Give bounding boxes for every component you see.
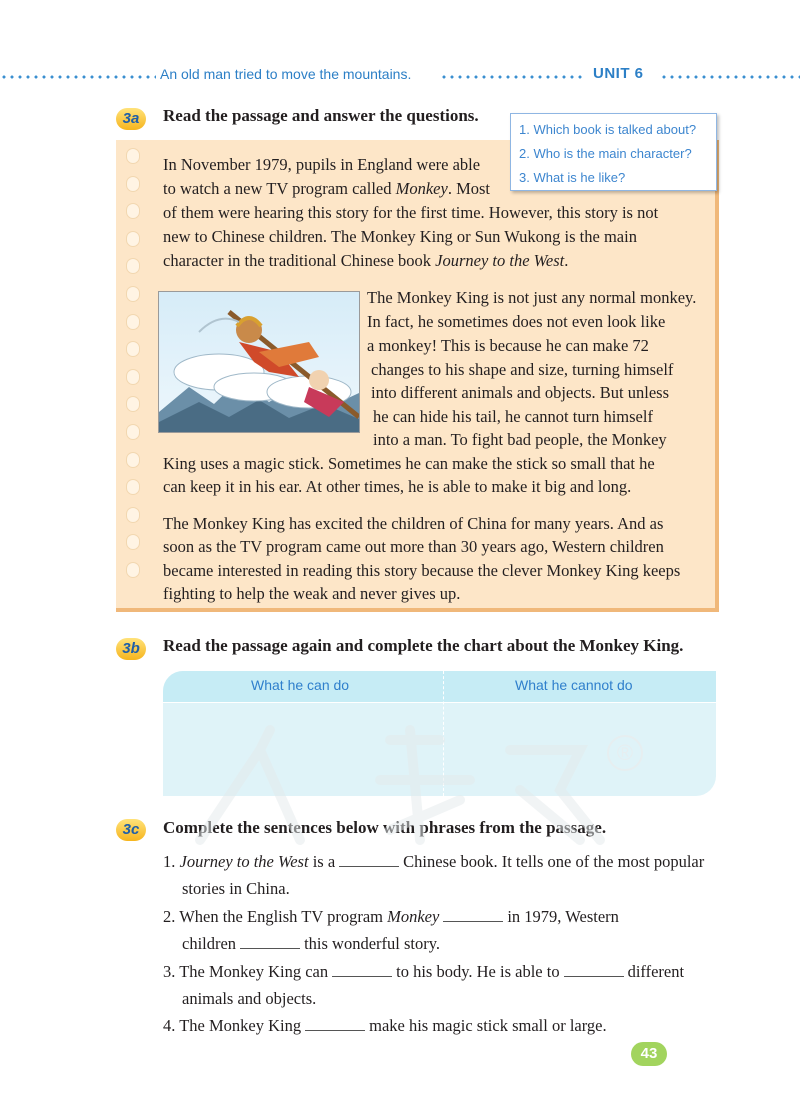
sentence-3-line1: 3. The Monkey King can to his body. He is able to different [163,962,685,981]
blank-5[interactable] [564,963,624,977]
sentence-3-line2: animals and objects. [182,989,317,1008]
header-dots-middle [440,75,586,79]
blank-1[interactable] [339,853,399,867]
passage-p3-line1: The Monkey King has excited the children of China for many years. And as [163,514,664,533]
passage-p2-line8: King uses a magic stick. Sometimes he can make the stick so small that he [163,454,655,473]
monkey-king-illustration [158,291,360,433]
blank-4[interactable] [332,963,392,977]
header-dots-left [0,75,156,79]
section-3a-badge: 3a [116,108,146,130]
sentence-1-line2: stories in China. [182,879,290,898]
page-header [0,64,800,88]
passage-p1-line4: new to Chinese children. The Monkey King or Sun Wukong is the main [163,227,637,246]
section-3c-badge: 3c [116,819,146,841]
passage-p1-line1: In November 1979, pupils in England were able [163,155,481,174]
binder-rings [126,148,144,590]
monkey-king-chart [163,671,716,796]
blank-3[interactable] [240,935,300,949]
section-3c-title: Complete the sentences below with phrases from the passage. [163,818,607,837]
sentence-2-line1: 2. When the English TV program Monkey in 1979, Western [163,907,619,926]
passage-p2-line4: changes to his shape and size, turning himself [371,360,674,379]
section-3b-badge: 3b [116,638,146,660]
passage-p2-line6: he can hide his tail, he cannot turn himself [373,407,653,426]
registered-mark-icon: ® [607,735,643,771]
passage-p2-line3: a monkey! This is because he can make 72 [367,336,649,355]
passage-p1-line2: to watch a new TV program called Monkey. Most [163,179,491,198]
passage-p2-line9: can keep it in his ear. At other times, he is able to make it big and long. [163,477,632,496]
passage-p2-line1: The Monkey King is not just any normal monkey. [367,288,697,307]
passage-p2-line7: into a man. To fight bad people, the Monkey [373,430,667,449]
passage-p2-line5: into different animals and objects. But unless [371,383,670,402]
chart-cell-cannot-do[interactable] [445,703,716,796]
header-dots-right [660,75,800,79]
sentence-4-line1: 4. The Monkey King make his magic stick small or large. [163,1016,607,1035]
passage-p3-line3: became interested in reading this story because the clever Monkey King keeps [163,561,681,580]
passage-p2-line2: In fact, he sometimes does not even look like [367,312,666,331]
lesson-title: An old man tried to move the mountains. [160,66,412,82]
passage-p3-line2: soon as the TV program came out more than 30 years ago, Western children [163,537,664,556]
passage-p3-line4: fighting to help the weak and never gives up. [163,584,461,603]
section-3a-title: Read the passage and answer the questions. [163,106,479,125]
chart-header-cannot-do: What he cannot do [515,677,633,693]
questions-box [510,113,717,191]
blank-6[interactable] [305,1017,365,1031]
blank-2[interactable] [443,908,503,922]
passage-p1-line3: of them were hearing this story for the first time. However, this story is not [163,203,659,222]
passage-p1-line5: character in the traditional Chinese book Journey to the West. [163,251,569,270]
page-number: 43 [631,1042,667,1066]
sentence-1-line1: 1. Journey to the West is a Chinese book. It tells one of the most popular [163,852,705,871]
question-2: 2. Who is the main character? [519,146,692,161]
chart-cell-can-do[interactable] [163,703,443,796]
monkey-king-picture [159,292,360,433]
question-1: 1. Which book is talked about? [519,122,697,137]
sentence-2-line2: children this wonderful story. [182,934,441,953]
question-3: 3. What is he like? [519,170,626,185]
unit-label: UNIT 6 [593,65,644,82]
chart-header-can-do: What he can do [251,677,350,693]
section-3b-title: Read the passage again and complete the chart about the Monkey King. [163,636,684,655]
